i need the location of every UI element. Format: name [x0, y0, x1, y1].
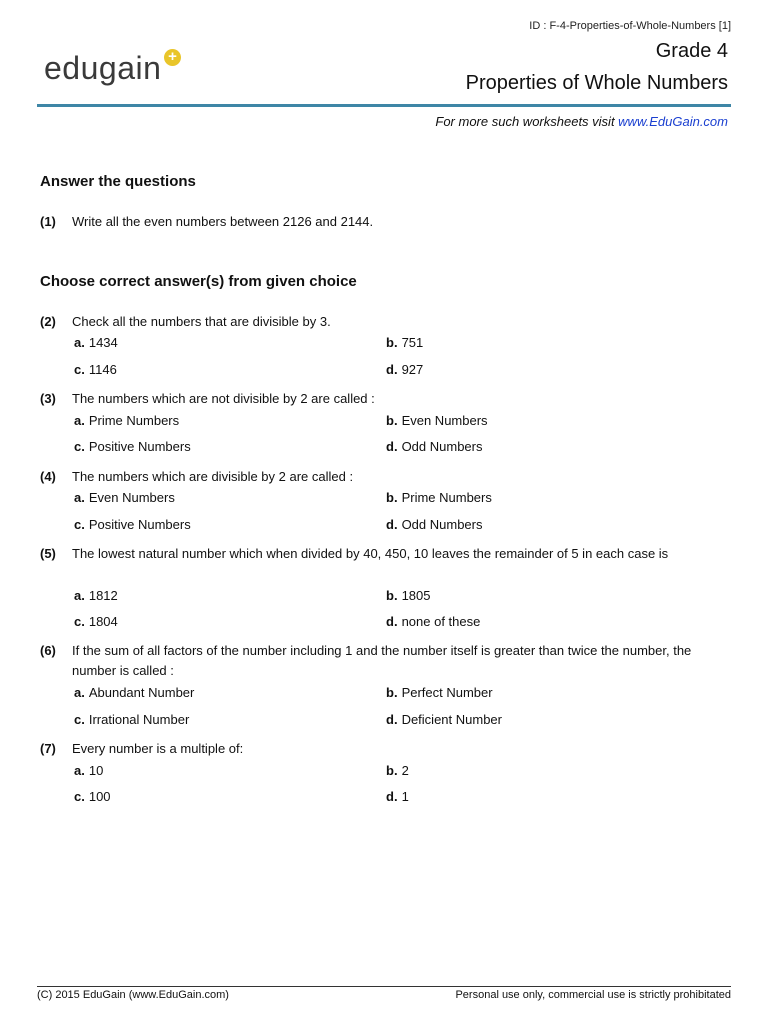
option-a[interactable]	[74, 588, 118, 603]
logo-plus-icon: +	[164, 49, 181, 66]
question-text: Write all the even numbers between 2126 and 2144.	[72, 214, 374, 229]
option-letter: a.	[74, 685, 85, 700]
option-d[interactable]	[386, 362, 423, 377]
option-letter: c.	[74, 362, 85, 377]
option-text: Even Numbers	[88, 490, 175, 505]
option-text: Odd Numbers	[401, 517, 483, 532]
question-number: (5)	[40, 546, 56, 561]
section-title-answer: Answer the questions	[40, 173, 196, 190]
option-text: 751	[401, 335, 424, 350]
section-title-choose: Choose correct answer(s) from given choice	[40, 273, 357, 290]
option-letter: a.	[74, 413, 85, 428]
option-text: none of these	[401, 614, 481, 629]
option-letter: b.	[386, 685, 398, 700]
option-letter: a.	[74, 588, 85, 603]
topic-title: Properties of Whole Numbers	[465, 72, 728, 94]
option-b[interactable]	[386, 685, 493, 700]
option-c[interactable]	[74, 789, 111, 804]
option-text: Odd Numbers	[401, 439, 483, 454]
option-c[interactable]	[74, 614, 118, 629]
option-text: 1	[401, 789, 409, 804]
option-letter: b.	[386, 763, 398, 778]
more-worksheets-prefix: For more such worksheets visit	[435, 114, 619, 129]
option-text: 1434	[88, 335, 118, 350]
option-text: 1804	[88, 614, 118, 629]
option-c[interactable]	[74, 439, 191, 454]
option-letter: b.	[386, 335, 398, 350]
question-number: (4)	[40, 469, 56, 484]
question-text: The numbers which are divisible by 2 are called :	[72, 469, 354, 484]
option-c[interactable]	[74, 712, 189, 727]
option-text: 1805	[401, 588, 431, 603]
option-letter: c.	[74, 517, 85, 532]
more-worksheets-note	[435, 114, 728, 129]
option-text: Deficient Number	[401, 712, 502, 727]
option-text: Positive Numbers	[88, 517, 191, 532]
option-letter: c.	[74, 614, 85, 629]
option-letter: d.	[386, 439, 398, 454]
option-letter: c.	[74, 439, 85, 454]
option-letter: c.	[74, 712, 85, 727]
question-text: The lowest natural number which when divided by 40, 450, 10 leaves the remainder of 5 in each case is	[72, 546, 669, 561]
option-text: Prime Numbers	[88, 413, 180, 428]
document-id: ID : F-4-Properties-of-Whole-Numbers [1]	[529, 20, 731, 32]
option-text: Even Numbers	[401, 413, 488, 428]
option-b[interactable]	[386, 588, 430, 603]
option-d[interactable]	[386, 789, 409, 804]
footer-usage-note: Personal use only, commercial use is strictly prohibitated	[455, 989, 731, 1001]
option-letter: b.	[386, 588, 398, 603]
option-letter: a.	[74, 335, 85, 350]
option-d[interactable]	[386, 712, 502, 727]
option-b[interactable]	[386, 413, 488, 428]
option-b[interactable]	[386, 490, 492, 505]
option-text: 1146	[88, 362, 117, 377]
question-text: Every number is a multiple of:	[72, 741, 244, 756]
option-text: Perfect Number	[401, 685, 493, 700]
option-text: Prime Numbers	[401, 490, 492, 505]
option-d[interactable]	[386, 439, 482, 454]
question-text: Check all the numbers that are divisible by 3.	[72, 314, 331, 329]
option-b[interactable]	[386, 335, 423, 350]
option-text: Positive Numbers	[88, 439, 191, 454]
option-letter: c.	[74, 789, 85, 804]
option-c[interactable]	[74, 517, 191, 532]
question-text: If the sum of all factors of the number including 1 and the number itself is greater than twice the number, the number is called :	[72, 643, 692, 678]
option-d[interactable]	[386, 517, 482, 532]
option-a[interactable]	[74, 763, 103, 778]
option-letter: b.	[386, 490, 398, 505]
option-letter: d.	[386, 789, 398, 804]
option-letter: d.	[386, 362, 398, 377]
footer-copyright: (C) 2015 EduGain (www.EduGain.com)	[37, 989, 229, 1001]
option-c[interactable]	[74, 362, 117, 377]
grade-title: Grade 4	[655, 40, 728, 62]
option-b[interactable]	[386, 763, 409, 778]
option-text: 100	[88, 789, 111, 804]
footer-divider	[37, 986, 731, 987]
question-number: (3)	[40, 391, 56, 406]
question-number: (6)	[40, 643, 56, 658]
option-letter: a.	[74, 490, 85, 505]
option-letter: d.	[386, 712, 398, 727]
header-divider	[37, 104, 731, 107]
edugain-logo: edugain	[44, 50, 162, 86]
option-letter: b.	[386, 413, 398, 428]
option-letter: d.	[386, 614, 398, 629]
option-text: Abundant Number	[88, 685, 195, 700]
option-text: 1812	[88, 588, 118, 603]
option-text: 10	[88, 763, 104, 778]
question-number: (1)	[40, 214, 56, 229]
option-d[interactable]	[386, 614, 480, 629]
option-a[interactable]	[74, 490, 175, 505]
edugain-link[interactable]: www.EduGain.com	[618, 114, 728, 129]
question-number: (2)	[40, 314, 56, 329]
question-text: The numbers which are not divisible by 2 are called :	[72, 391, 375, 406]
option-a[interactable]	[74, 335, 118, 350]
option-text: 2	[401, 763, 409, 778]
option-a[interactable]	[74, 685, 194, 700]
option-text: Irrational Number	[88, 712, 190, 727]
option-letter: d.	[386, 517, 398, 532]
option-a[interactable]	[74, 413, 179, 428]
question-number: (7)	[40, 741, 56, 756]
option-text: 927	[401, 362, 424, 377]
option-letter: a.	[74, 763, 85, 778]
